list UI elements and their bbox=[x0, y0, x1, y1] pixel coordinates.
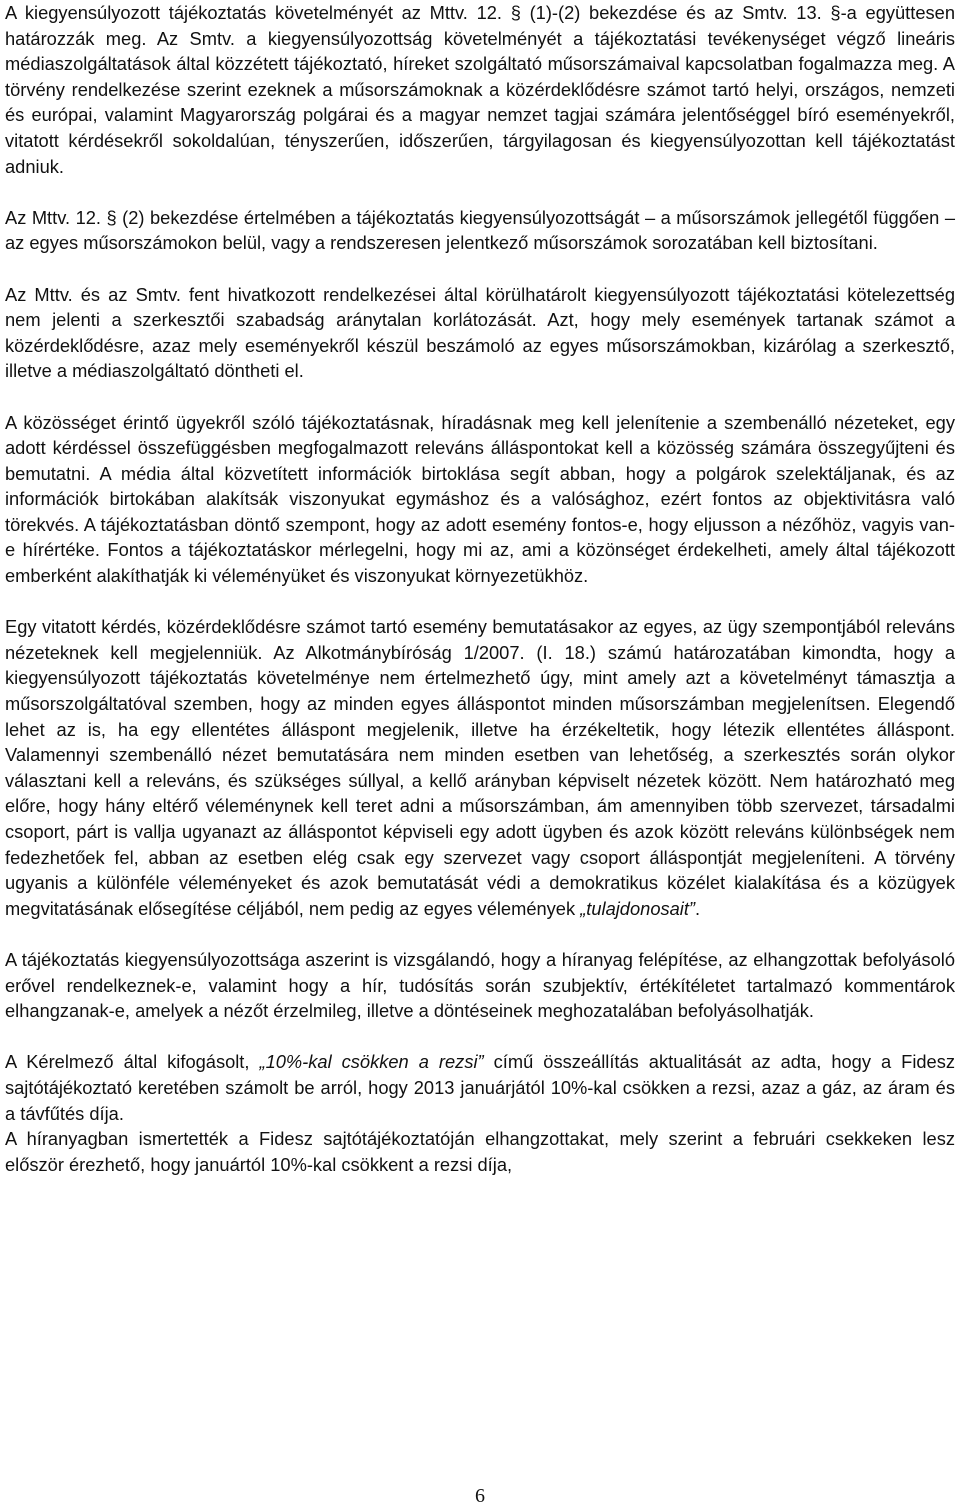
italic-quote-owners: „tulajdonosait” bbox=[580, 897, 696, 919]
paragraph-examination-criteria: A tájékoztatás kiegyensúlyozottsága aszerint is vizsgálandó, hogy a híranyag felépítése, az elhangzottak befolyásoló erővel rendelkeznek-e, valamint hogy a hír, tudósítás során szubjektív, értékítéletet tartalmazó kommentárok elhangzanak-e, amelyek a nézőt érzelmileg, illetve a döntéseinek meghozatalában befolyásolhatják. bbox=[5, 948, 955, 1022]
italic-report-title: „10%-kal csökken a rezsi” bbox=[259, 1051, 484, 1073]
paragraph-balanced-information-law: A kiegyensúlyozott tájékoztatás követelményét az Mttv. 12. § (1)-(2) bekezdése és az Smtv. 13. §-a együttesen határozzák meg. Az Smtv. a kiegyensúlyozottság követelményét a tájékoztatási tevékenységet végző lineáris médiaszolgáltatások által közzétett tájékoztató, híreket szolgáltató műsorszámaival kapcsolatban fogalmazza meg. A törvény rendelkezése szerint ezeknek a műsorszámoknak a közérdeklődésre számot tartó helyi, országos, nemzeti és európai, valamint Magyarország polgárai és a magyar nemzet tagjai számára jelentőséggel bíró eseményekről, vitatott kérdésekről sokoldalúan, tényszerűen, időszerűen, tárgyilagosan és kiegyensúlyozottan kell tájékoztatást adniuk. bbox=[5, 2, 955, 177]
document-body bbox=[5, 0, 955, 1177]
paragraph-constitutional-court-end: . bbox=[695, 897, 701, 919]
paragraph-constitutional-court bbox=[5, 614, 955, 921]
paragraph-mttv-12-2: Az Mttv. 12. § (2) bekezdése értelmében a tájékoztatás kiegyensúlyozottságát – a műsorszámok jellegétől függően – az egyes műsorszámokon belül, vagy a rendszeresen jelentkező műsorszámok sorozatában kell biztosítani. bbox=[5, 206, 955, 254]
paragraph-complaint-item-start: A Kérelmező által kifogásolt, bbox=[5, 1051, 260, 1073]
paragraph-community-issues: A közösséget érintő ügyekről szóló tájékoztatásnak, híradásnak meg kell jelenítenie a szembenálló nézeteket, egy adott kérdéssel összefüggésben megfogalmazott releváns álláspontokat kell a közösség számára összegyűjteni és bemutatni. A média által közvetített információk birtoklása segít abban, hogy a polgárok szelektáljanak, és az információk birtokában alakítsák viszonyukat egymáshoz és a valósághoz, ezért fontos az objektivitásra való törekvés. A tájékoztatásban döntő szempont, hogy az adott esemény fontos-e, hogy eljusson a nézőhöz, vagyis van-e hírértéke. Fontos a tájékoztatáskor mérlegelni, hogy mi az, ami a közönséget érdekelheti, amely által tájékozott emberként alakíthatják ki véleményüket és viszonyukat környezetükhöz. bbox=[5, 411, 955, 587]
paragraph-news-content: A híranyagban ismertették a Fidesz sajtótájékoztatóján elhangzottakat, mely szerint a februári csekkeken lesz először érezhető, hogy januártól 10%-kal csökkent a rezsi díja, bbox=[5, 1128, 955, 1175]
paragraph-constitutional-court-text: Egy vitatott kérdés, közérdeklődésre számot tartó esemény bemutatásakor az egyes, az ügy szempontjából releváns nézeteknek kell megjelenniük. Az Alkotmánybíróság 1/2007. (I. 18.) számú határozatában kimondta, hogy a kiegyensúlyozott tájékoztatás követelménye nem értelmezhető úgy, mint amely azt a követelményt támasztja a műsorszolgáltatóval szemben, hogy az minden egyes álláspontot minden műsorszámban megjelenítsen. Elegendő lehet az is, ha egy ellentétes álláspont megjelenik, illetve ha érzékeltetik, hogy létezik ellentétes álláspont. Valamennyi szembenálló nézet bemutatására nem minden esetben van lehetőség, a szerkesztés során olykor választani kell a releváns, és szükséges súllyal, a kellő arányban képviselt nézetek között. Nem határozható meg előre, hogy hány eltérő véleménynek kell teret adni a műsorszámban, ám amennyiben több szervezet, társadalmi csoport, párt is vallja ugyanazt az álláspontot képviseli egy adott ügyben és azok között releváns különbségek nem fedezhetőek fel, abban az esetben elég csak egy szervezet vagy csoport álláspontját megjeleníteni. A törvény ugyanis a különféle véleményeket és azok bemutatását védi a demokratikus közélet kialakítása és a közügyek megvitatásának elősegítése céljából, nem pedig az egyes vélemények bbox=[5, 616, 955, 919]
page-number: 6 bbox=[475, 1485, 485, 1507]
paragraph-complaint-item bbox=[5, 1049, 955, 1126]
paragraph-complaint-item-end: című összeállítás aktualitását az adta, hogy a Fidesz sajtótájékoztató keretében számolt be arról, hogy 2013 januárjától 10%-kal csökken a rezsi, azaz a gáz, az áram és a távfűtés díja. bbox=[5, 1051, 956, 1124]
paragraph-editorial-freedom: Az Mttv. és az Smtv. fent hivatkozott rendelkezései által körülhatárolt kiegyensúlyozott tájékoztatási kötelezettség nem jelenti a szerkesztői szabadság aránytalan korlátozását. Azt, hogy mely események tartanak számot a közérdeklődésre, azaz mely eseményekről készül beszámoló az egyes műsorszámokban, kizárólag a szerkesztő, illetve a médiaszolgáltató döntheti el. bbox=[5, 283, 955, 382]
